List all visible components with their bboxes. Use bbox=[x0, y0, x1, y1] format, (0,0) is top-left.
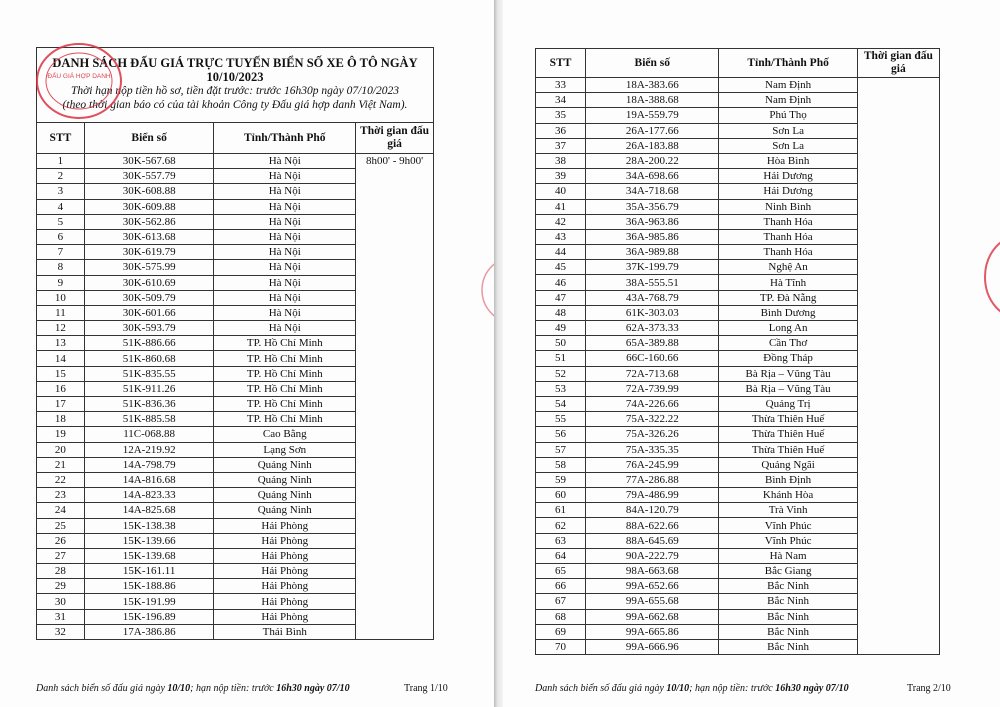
stt-cell: 59 bbox=[536, 472, 586, 487]
stt-cell: 4 bbox=[37, 199, 85, 214]
stt-cell: 55 bbox=[536, 412, 586, 427]
stt-cell: 27 bbox=[37, 548, 85, 563]
province-cell: TP. Hồ Chí Minh bbox=[214, 412, 356, 427]
plate-cell: 84A-120.79 bbox=[586, 503, 719, 518]
province-cell: Hà Nội bbox=[214, 245, 356, 260]
province-cell: TP. Hồ Chí Minh bbox=[214, 336, 356, 351]
province-cell: Bắc Ninh bbox=[719, 624, 857, 639]
stt-cell: 23 bbox=[37, 488, 85, 503]
plate-cell: 15K-138.38 bbox=[84, 518, 214, 533]
stt-cell: 25 bbox=[37, 518, 85, 533]
province-cell: Bà Rịa – Vũng Tàu bbox=[719, 381, 857, 396]
plate-cell: 30K-608.88 bbox=[84, 184, 214, 199]
stt-cell: 56 bbox=[536, 427, 586, 442]
province-cell: Lạng Sơn bbox=[214, 442, 356, 457]
stt-cell: 53 bbox=[536, 381, 586, 396]
time-slot-cell bbox=[857, 78, 939, 655]
province-cell: Thanh Hóa bbox=[719, 245, 857, 260]
stt-cell: 42 bbox=[536, 214, 586, 229]
stt-cell: 70 bbox=[536, 639, 586, 654]
plate-cell: 15K-188.86 bbox=[84, 579, 214, 594]
stt-cell: 50 bbox=[536, 336, 586, 351]
plate-cell: 66C-160.66 bbox=[586, 351, 719, 366]
plate-cell: 30K-562.86 bbox=[84, 214, 214, 229]
stt-cell: 63 bbox=[536, 533, 586, 548]
province-cell: Hải Phòng bbox=[214, 579, 356, 594]
page-2-footer bbox=[535, 683, 849, 694]
table-row bbox=[536, 78, 940, 93]
stt-cell: 35 bbox=[536, 108, 586, 123]
province-cell: TP. Đà Nẵng bbox=[719, 290, 857, 305]
plate-cell: 30K-613.68 bbox=[84, 229, 214, 244]
province-cell: TP. Hồ Chí Minh bbox=[214, 351, 356, 366]
province-cell: Quảng Trị bbox=[719, 396, 857, 411]
plate-cell: 51K-886.66 bbox=[84, 336, 214, 351]
plate-cell: 15K-161.11 bbox=[84, 564, 214, 579]
province-cell: Hà Nội bbox=[214, 214, 356, 229]
plate-cell: 51K-860.68 bbox=[84, 351, 214, 366]
document-page-1 bbox=[0, 0, 494, 707]
stt-cell: 67 bbox=[536, 594, 586, 609]
province-cell: Bình Dương bbox=[719, 305, 857, 320]
plate-cell: 34A-698.66 bbox=[586, 169, 719, 184]
stt-cell: 36 bbox=[536, 123, 586, 138]
table-header-row bbox=[37, 123, 434, 154]
page-1-footer bbox=[36, 683, 350, 694]
stt-cell: 51 bbox=[536, 351, 586, 366]
note-line: (theo thời gian báo có của tài khoản Công ty Đấu giá hợp danh Việt Nam). bbox=[62, 99, 408, 111]
plate-cell: 18A-388.68 bbox=[586, 93, 719, 108]
stt-cell: 47 bbox=[536, 290, 586, 305]
plate-cell: 30K-593.79 bbox=[84, 321, 214, 336]
plate-cell: 65A-389.88 bbox=[586, 336, 719, 351]
page-gutter bbox=[494, 0, 503, 707]
plate-cell: 72A-713.68 bbox=[586, 366, 719, 381]
seal-edge-mark bbox=[478, 255, 494, 325]
plate-cell: 35A-356.79 bbox=[586, 199, 719, 214]
plate-cell: 26A-177.66 bbox=[586, 123, 719, 138]
province-cell: Ninh Bình bbox=[719, 199, 857, 214]
footer-deadline: 16h30 ngày 07/10 bbox=[276, 683, 350, 694]
province-cell: Hải Phòng bbox=[214, 548, 356, 563]
plate-cell: 90A-222.79 bbox=[586, 548, 719, 563]
stt-cell: 45 bbox=[536, 260, 586, 275]
plate-cell: 19A-559.79 bbox=[586, 108, 719, 123]
plate-cell: 30K-575.99 bbox=[84, 260, 214, 275]
plate-cell: 12A-219.92 bbox=[84, 442, 214, 457]
col-province: Tỉnh/Thành Phố bbox=[214, 123, 356, 154]
footer-mid: ; hạn nộp tiền: trước bbox=[689, 683, 776, 694]
plates-table-page-1 bbox=[36, 122, 434, 640]
stt-cell: 38 bbox=[536, 153, 586, 168]
plate-cell: 36A-985.86 bbox=[586, 229, 719, 244]
province-cell: Hải Phòng bbox=[214, 533, 356, 548]
plate-cell: 14A-823.33 bbox=[84, 488, 214, 503]
province-cell: Quảng Ninh bbox=[214, 472, 356, 487]
province-cell: Hải Phòng bbox=[214, 609, 356, 624]
province-cell: Hải Dương bbox=[719, 169, 857, 184]
table-row bbox=[37, 154, 434, 169]
province-cell: Quảng Ngãi bbox=[719, 457, 857, 472]
plate-cell: 30K-567.68 bbox=[84, 154, 214, 169]
province-cell: Hà Nội bbox=[214, 169, 356, 184]
province-cell: Hải Phòng bbox=[214, 594, 356, 609]
province-cell: Đồng Tháp bbox=[719, 351, 857, 366]
province-cell: Hà Nội bbox=[214, 184, 356, 199]
province-cell: Bắc Ninh bbox=[719, 579, 857, 594]
plate-cell: 15K-191.99 bbox=[84, 594, 214, 609]
time-slot-cell: 8h00' - 9h00' bbox=[356, 154, 434, 640]
col-plate: Biển số bbox=[586, 49, 719, 78]
col-time bbox=[356, 123, 434, 154]
footer-prefix: Danh sách biển số đấu giá ngày bbox=[36, 683, 168, 694]
province-cell: Hà Nội bbox=[214, 321, 356, 336]
stt-cell: 68 bbox=[536, 609, 586, 624]
province-cell: Thanh Hóa bbox=[719, 229, 857, 244]
stt-cell: 41 bbox=[536, 199, 586, 214]
deadline-line: Thời hạn nộp tiền hồ sơ, tiền đặt trước: trước 16h30p ngày 07/10/2023 bbox=[70, 85, 400, 97]
stt-cell: 12 bbox=[37, 321, 85, 336]
plate-cell: 43A-768.79 bbox=[586, 290, 719, 305]
plate-cell: 51K-885.58 bbox=[84, 412, 214, 427]
plate-cell: 99A-666.96 bbox=[586, 639, 719, 654]
province-cell: Vĩnh Phúc bbox=[719, 518, 857, 533]
title-line-1: DANH SÁCH ĐẤU GIÁ TRỰC TUYẾN BIỂN SỐ XE Ô TÔ NGÀY bbox=[52, 56, 418, 70]
page-1-number: Trang 1/10 bbox=[404, 683, 448, 694]
stt-cell: 65 bbox=[536, 564, 586, 579]
province-cell: Thái Bình bbox=[214, 624, 356, 639]
stt-cell: 7 bbox=[37, 245, 85, 260]
stt-cell: 52 bbox=[536, 366, 586, 381]
province-cell: Vĩnh Phúc bbox=[719, 533, 857, 548]
stt-cell: 48 bbox=[536, 305, 586, 320]
stt-cell: 44 bbox=[536, 245, 586, 260]
col-time bbox=[857, 49, 939, 78]
stt-cell: 2 bbox=[37, 169, 85, 184]
plate-cell: 98A-663.68 bbox=[586, 564, 719, 579]
stt-cell: 32 bbox=[37, 624, 85, 639]
stt-cell: 29 bbox=[37, 579, 85, 594]
footer-date: 10/10 bbox=[666, 683, 690, 694]
province-cell: Thừa Thiên Huế bbox=[719, 427, 857, 442]
province-cell: Hải Phòng bbox=[214, 518, 356, 533]
province-cell: Trà Vinh bbox=[719, 503, 857, 518]
province-cell: TP. Hồ Chí Minh bbox=[214, 381, 356, 396]
stt-cell: 58 bbox=[536, 457, 586, 472]
plate-cell: 18A-383.66 bbox=[586, 78, 719, 93]
table-header-row bbox=[536, 49, 940, 78]
stt-cell: 28 bbox=[37, 564, 85, 579]
stamp-text: ĐẤU GIÁ HỢP DANH bbox=[47, 73, 111, 80]
plate-cell: 76A-245.99 bbox=[586, 457, 719, 472]
province-cell: Thừa Thiên Huế bbox=[719, 412, 857, 427]
plate-cell: 99A-662.68 bbox=[586, 609, 719, 624]
province-cell: Cao Bằng bbox=[214, 427, 356, 442]
plate-cell: 15K-139.66 bbox=[84, 533, 214, 548]
plate-cell: 30K-610.69 bbox=[84, 275, 214, 290]
stt-cell: 6 bbox=[37, 229, 85, 244]
province-cell: Hà Nội bbox=[214, 229, 356, 244]
partial-seal-stamp bbox=[983, 232, 1000, 322]
stt-cell: 20 bbox=[37, 442, 85, 457]
plate-cell: 88A-645.69 bbox=[586, 533, 719, 548]
plate-cell: 51K-911.26 bbox=[84, 381, 214, 396]
province-cell: Hà Nội bbox=[214, 154, 356, 169]
col-province: Tỉnh/Thành Phố bbox=[719, 49, 857, 78]
province-cell: Bắc Ninh bbox=[719, 609, 857, 624]
stt-cell: 26 bbox=[37, 533, 85, 548]
stt-cell: 31 bbox=[37, 609, 85, 624]
stt-cell: 43 bbox=[536, 229, 586, 244]
province-cell: Hà Nội bbox=[214, 275, 356, 290]
plate-cell: 75A-326.26 bbox=[586, 427, 719, 442]
stt-cell: 62 bbox=[536, 518, 586, 533]
col-time-label: Thời gian đấu giá bbox=[360, 125, 430, 150]
province-cell: Hà Nội bbox=[214, 305, 356, 320]
stt-cell: 11 bbox=[37, 305, 85, 320]
plates-table-page-2 bbox=[535, 48, 940, 655]
province-cell: Bắc Ninh bbox=[719, 594, 857, 609]
stt-cell: 15 bbox=[37, 366, 85, 381]
stt-cell: 17 bbox=[37, 397, 85, 412]
stt-cell: 57 bbox=[536, 442, 586, 457]
col-time-label: Thời gian đấu giá bbox=[863, 50, 933, 75]
stt-cell: 16 bbox=[37, 381, 85, 396]
stt-cell: 37 bbox=[536, 138, 586, 153]
province-cell: Bà Rịa – Vũng Tàu bbox=[719, 366, 857, 381]
stt-cell: 19 bbox=[37, 427, 85, 442]
plate-cell: 99A-665.86 bbox=[586, 624, 719, 639]
stt-cell: 24 bbox=[37, 503, 85, 518]
province-cell: Quảng Ninh bbox=[214, 488, 356, 503]
red-seal-stamp bbox=[33, 40, 125, 122]
plate-cell: 30K-609.88 bbox=[84, 199, 214, 214]
stt-cell: 39 bbox=[536, 169, 586, 184]
plate-cell: 34A-718.68 bbox=[586, 184, 719, 199]
plate-cell: 15K-196.89 bbox=[84, 609, 214, 624]
stt-cell: 66 bbox=[536, 579, 586, 594]
province-cell: Sơn La bbox=[719, 123, 857, 138]
stt-cell: 54 bbox=[536, 396, 586, 411]
province-cell: Hòa Bình bbox=[719, 153, 857, 168]
plate-cell: 62A-373.33 bbox=[586, 321, 719, 336]
plate-cell: 99A-655.68 bbox=[586, 594, 719, 609]
plate-cell: 26A-183.88 bbox=[586, 138, 719, 153]
plate-cell: 75A-335.35 bbox=[586, 442, 719, 457]
stt-cell: 21 bbox=[37, 457, 85, 472]
stt-cell: 8 bbox=[37, 260, 85, 275]
province-cell: Hà Nội bbox=[214, 260, 356, 275]
plate-cell: 37K-199.79 bbox=[586, 260, 719, 275]
plate-cell: 72A-739.99 bbox=[586, 381, 719, 396]
stt-cell: 64 bbox=[536, 548, 586, 563]
plate-cell: 14A-798.79 bbox=[84, 457, 214, 472]
stt-cell: 9 bbox=[37, 275, 85, 290]
stt-cell: 30 bbox=[37, 594, 85, 609]
province-cell: Nam Định bbox=[719, 78, 857, 93]
stt-cell: 22 bbox=[37, 472, 85, 487]
title-line-2: 10/10/2023 bbox=[206, 70, 264, 84]
plate-cell: 38A-555.51 bbox=[586, 275, 719, 290]
province-cell: Quảng Ninh bbox=[214, 503, 356, 518]
province-cell: Khánh Hòa bbox=[719, 488, 857, 503]
province-cell: Hà Nam bbox=[719, 548, 857, 563]
stt-cell: 40 bbox=[536, 184, 586, 199]
plate-cell: 36A-989.88 bbox=[586, 245, 719, 260]
stt-cell: 10 bbox=[37, 290, 85, 305]
document-page-2 bbox=[503, 0, 1000, 707]
plate-cell: 51K-835.55 bbox=[84, 366, 214, 381]
province-cell: Thanh Hóa bbox=[719, 214, 857, 229]
stt-cell: 69 bbox=[536, 624, 586, 639]
plate-cell: 51K-836.36 bbox=[84, 397, 214, 412]
province-cell: Hà Nội bbox=[214, 290, 356, 305]
plate-cell: 88A-622.66 bbox=[586, 518, 719, 533]
plate-cell: 79A-486.99 bbox=[586, 488, 719, 503]
col-plate: Biển số bbox=[84, 123, 214, 154]
province-cell: Cần Thơ bbox=[719, 336, 857, 351]
plate-cell: 28A-200.22 bbox=[586, 153, 719, 168]
stt-cell: 61 bbox=[536, 503, 586, 518]
province-cell: Hà Nội bbox=[214, 199, 356, 214]
province-cell: Nam Định bbox=[719, 93, 857, 108]
province-cell: Bắc Ninh bbox=[719, 639, 857, 654]
plate-cell: 14A-816.68 bbox=[84, 472, 214, 487]
stt-cell: 49 bbox=[536, 321, 586, 336]
stt-cell: 18 bbox=[37, 412, 85, 427]
stt-cell: 46 bbox=[536, 275, 586, 290]
stt-cell: 33 bbox=[536, 78, 586, 93]
province-cell: TP. Hồ Chí Minh bbox=[214, 366, 356, 381]
plate-cell: 74A-226.66 bbox=[586, 396, 719, 411]
plate-cell: 17A-386.86 bbox=[84, 624, 214, 639]
province-cell: Hải Dương bbox=[719, 184, 857, 199]
col-stt: STT bbox=[536, 49, 586, 78]
province-cell: Hà Tĩnh bbox=[719, 275, 857, 290]
province-cell: Quảng Ninh bbox=[214, 457, 356, 472]
footer-deadline: 16h30 ngày 07/10 bbox=[775, 683, 849, 694]
page-2-number: Trang 2/10 bbox=[907, 683, 951, 694]
plate-cell: 11C-068.88 bbox=[84, 427, 214, 442]
province-cell: Bắc Giang bbox=[719, 564, 857, 579]
province-cell: Long An bbox=[719, 321, 857, 336]
plate-cell: 30K-619.79 bbox=[84, 245, 214, 260]
plate-cell: 77A-286.88 bbox=[586, 472, 719, 487]
footer-prefix: Danh sách biển số đấu giá ngày bbox=[535, 683, 667, 694]
footer-date: 10/10 bbox=[167, 683, 191, 694]
plate-cell: 61K-303.03 bbox=[586, 305, 719, 320]
plate-cell: 30K-557.79 bbox=[84, 169, 214, 184]
plate-cell: 14A-825.68 bbox=[84, 503, 214, 518]
province-cell: Thừa Thiên Huế bbox=[719, 442, 857, 457]
plate-cell: 30K-509.79 bbox=[84, 290, 214, 305]
stt-cell: 13 bbox=[37, 336, 85, 351]
stt-cell: 3 bbox=[37, 184, 85, 199]
footer-mid: ; hạn nộp tiền: trước bbox=[190, 683, 277, 694]
plate-cell: 36A-963.86 bbox=[586, 214, 719, 229]
stt-cell: 34 bbox=[536, 93, 586, 108]
stt-cell: 1 bbox=[37, 154, 85, 169]
province-cell: Bình Định bbox=[719, 472, 857, 487]
stt-cell: 60 bbox=[536, 488, 586, 503]
plate-cell: 15K-139.68 bbox=[84, 548, 214, 563]
province-cell: TP. Hồ Chí Minh bbox=[214, 397, 356, 412]
plate-cell: 75A-322.22 bbox=[586, 412, 719, 427]
stt-cell: 14 bbox=[37, 351, 85, 366]
col-stt: STT bbox=[37, 123, 85, 154]
province-cell: Phú Thọ bbox=[719, 108, 857, 123]
province-cell: Nghệ An bbox=[719, 260, 857, 275]
plate-cell: 30K-601.66 bbox=[84, 305, 214, 320]
stt-cell: 5 bbox=[37, 214, 85, 229]
province-cell: Hải Phòng bbox=[214, 564, 356, 579]
plate-cell: 99A-652.66 bbox=[586, 579, 719, 594]
province-cell: Sơn La bbox=[719, 138, 857, 153]
